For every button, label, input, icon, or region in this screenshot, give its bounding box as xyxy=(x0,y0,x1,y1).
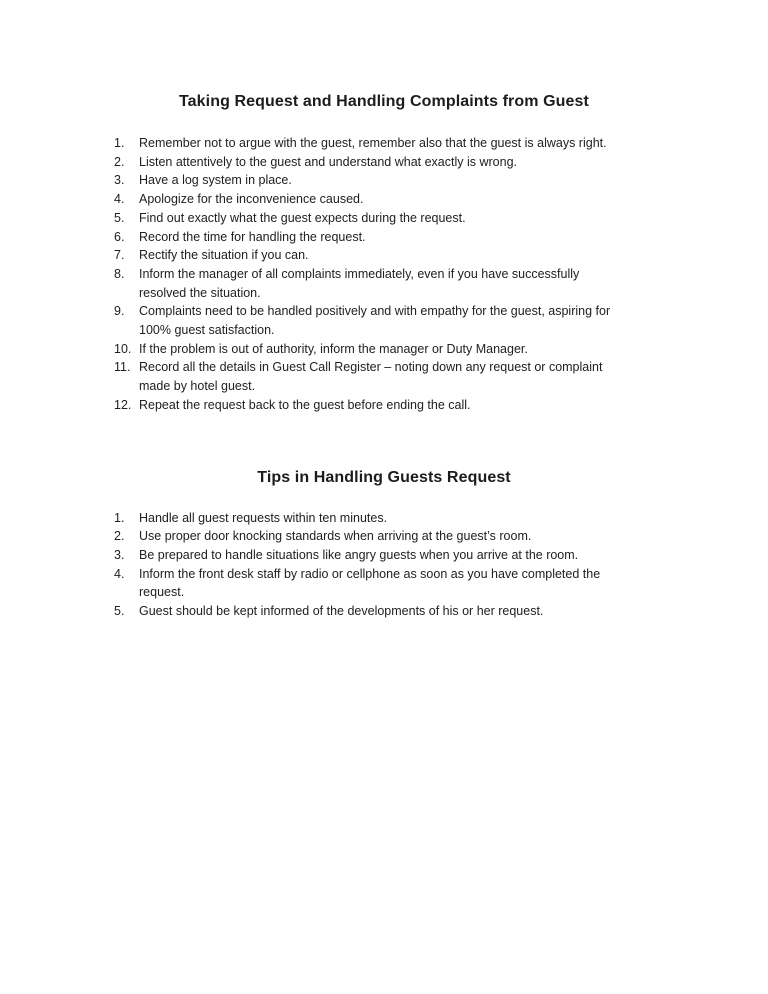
list-item-line: Handle all guest requests within ten minutes. xyxy=(139,510,388,525)
list-item-number: 1. xyxy=(114,136,125,150)
list-item-line: request. xyxy=(139,585,185,600)
list-item-line: made by hotel guest. xyxy=(139,379,256,394)
list-item xyxy=(114,396,768,415)
list-item xyxy=(114,246,768,265)
list-item-line: Apologize for the inconvenience caused. xyxy=(139,192,364,207)
list-item xyxy=(114,190,768,209)
list-item-line: Use proper door knocking standards when arriving at the guest’s room. xyxy=(139,529,532,544)
list-item-line: Find out exactly what the guest expects during the request. xyxy=(139,210,466,225)
list-item-number: 2. xyxy=(114,529,125,544)
list-item-text xyxy=(139,358,768,395)
section-title-complaints: Taking Request and Handling Complaints from Guest xyxy=(179,93,589,110)
list-item xyxy=(114,509,768,528)
list-item-text xyxy=(139,527,768,546)
list-item-line: Record all the details in Guest Call Register – noting down any request or complaint xyxy=(139,360,603,375)
list-item-number: 3. xyxy=(114,547,125,562)
list-item-text xyxy=(139,171,768,190)
section-complaints xyxy=(0,91,768,415)
list-item-number: 5. xyxy=(114,210,125,225)
tips-numbered-list xyxy=(0,509,768,621)
list-item-text xyxy=(139,246,768,265)
list-item-number: 4. xyxy=(114,566,125,581)
list-item xyxy=(114,302,768,339)
list-item-line: Complaints need to be handled positively and with empathy for the guest, aspiring for xyxy=(139,304,611,319)
list-item xyxy=(114,265,768,302)
list-item-text xyxy=(139,265,768,302)
list-item-line: Repeat the request back to the guest before ending the call. xyxy=(139,397,471,412)
list-item-line: Inform the front desk staff by radio or cellphone as soon as you have completed the xyxy=(139,566,601,581)
list-item-line: Be prepared to handle situations like angry guests when you arrive at the room. xyxy=(139,547,579,562)
list-item-text xyxy=(139,546,768,565)
list-item-number: 3. xyxy=(114,173,125,188)
list-item-number: 12. xyxy=(114,397,132,412)
list-item-text xyxy=(139,134,768,153)
list-item-text xyxy=(139,602,768,621)
list-item-number: 2. xyxy=(114,154,125,169)
list-item xyxy=(114,527,768,546)
section-title-tips: Tips in Handling Guests Request xyxy=(257,468,511,486)
list-item-text xyxy=(139,209,768,228)
list-item-text xyxy=(139,509,768,528)
list-item-line: Record the time for handling the request. xyxy=(139,229,366,244)
list-item-text xyxy=(139,190,768,209)
list-item-text xyxy=(139,228,768,247)
list-item-number: 6. xyxy=(114,229,125,244)
list-item-line: Guest should be kept informed of the developments of his or her request. xyxy=(139,604,544,619)
list-item-number: 9. xyxy=(114,304,125,319)
list-item-line: Remember not to argue with the guest, remember also that the guest is always right. xyxy=(139,136,607,150)
list-item-line: resolved the situation. xyxy=(139,285,261,300)
list-item-number: 5. xyxy=(114,604,125,619)
list-item xyxy=(114,340,768,359)
list-item-line: Have a log system in place. xyxy=(139,173,292,188)
list-item-number: 1. xyxy=(114,510,125,525)
list-item xyxy=(114,171,768,190)
list-item xyxy=(114,602,768,621)
section-tips xyxy=(0,467,768,621)
list-item xyxy=(114,153,768,172)
list-item-text xyxy=(139,153,768,172)
list-item xyxy=(114,565,768,602)
list-item xyxy=(114,228,768,247)
list-item-text xyxy=(139,565,768,602)
list-item-number: 4. xyxy=(114,192,125,207)
complaints-numbered-list xyxy=(0,134,768,415)
list-item-number: 8. xyxy=(114,266,125,281)
list-item xyxy=(114,209,768,228)
list-item-number: 11. xyxy=(114,360,131,375)
list-item xyxy=(114,546,768,565)
list-item-text xyxy=(139,340,768,359)
list-item-line: If the problem is out of authority, inform the manager or Duty Manager. xyxy=(139,341,528,356)
list-item-line: Listen attentively to the guest and understand what exactly is wrong. xyxy=(139,154,518,169)
list-item-line: Inform the manager of all complaints immediately, even if you have successfully xyxy=(139,266,580,281)
list-item-text xyxy=(139,302,768,339)
list-item xyxy=(114,134,768,153)
list-item-number: 7. xyxy=(114,248,125,263)
list-item-line: 100% guest satisfaction. xyxy=(139,323,275,338)
list-item-number: 10. xyxy=(114,341,132,356)
list-item-text xyxy=(139,396,768,415)
list-item xyxy=(114,358,768,395)
list-item-line: Rectify the situation if you can. xyxy=(139,248,309,263)
